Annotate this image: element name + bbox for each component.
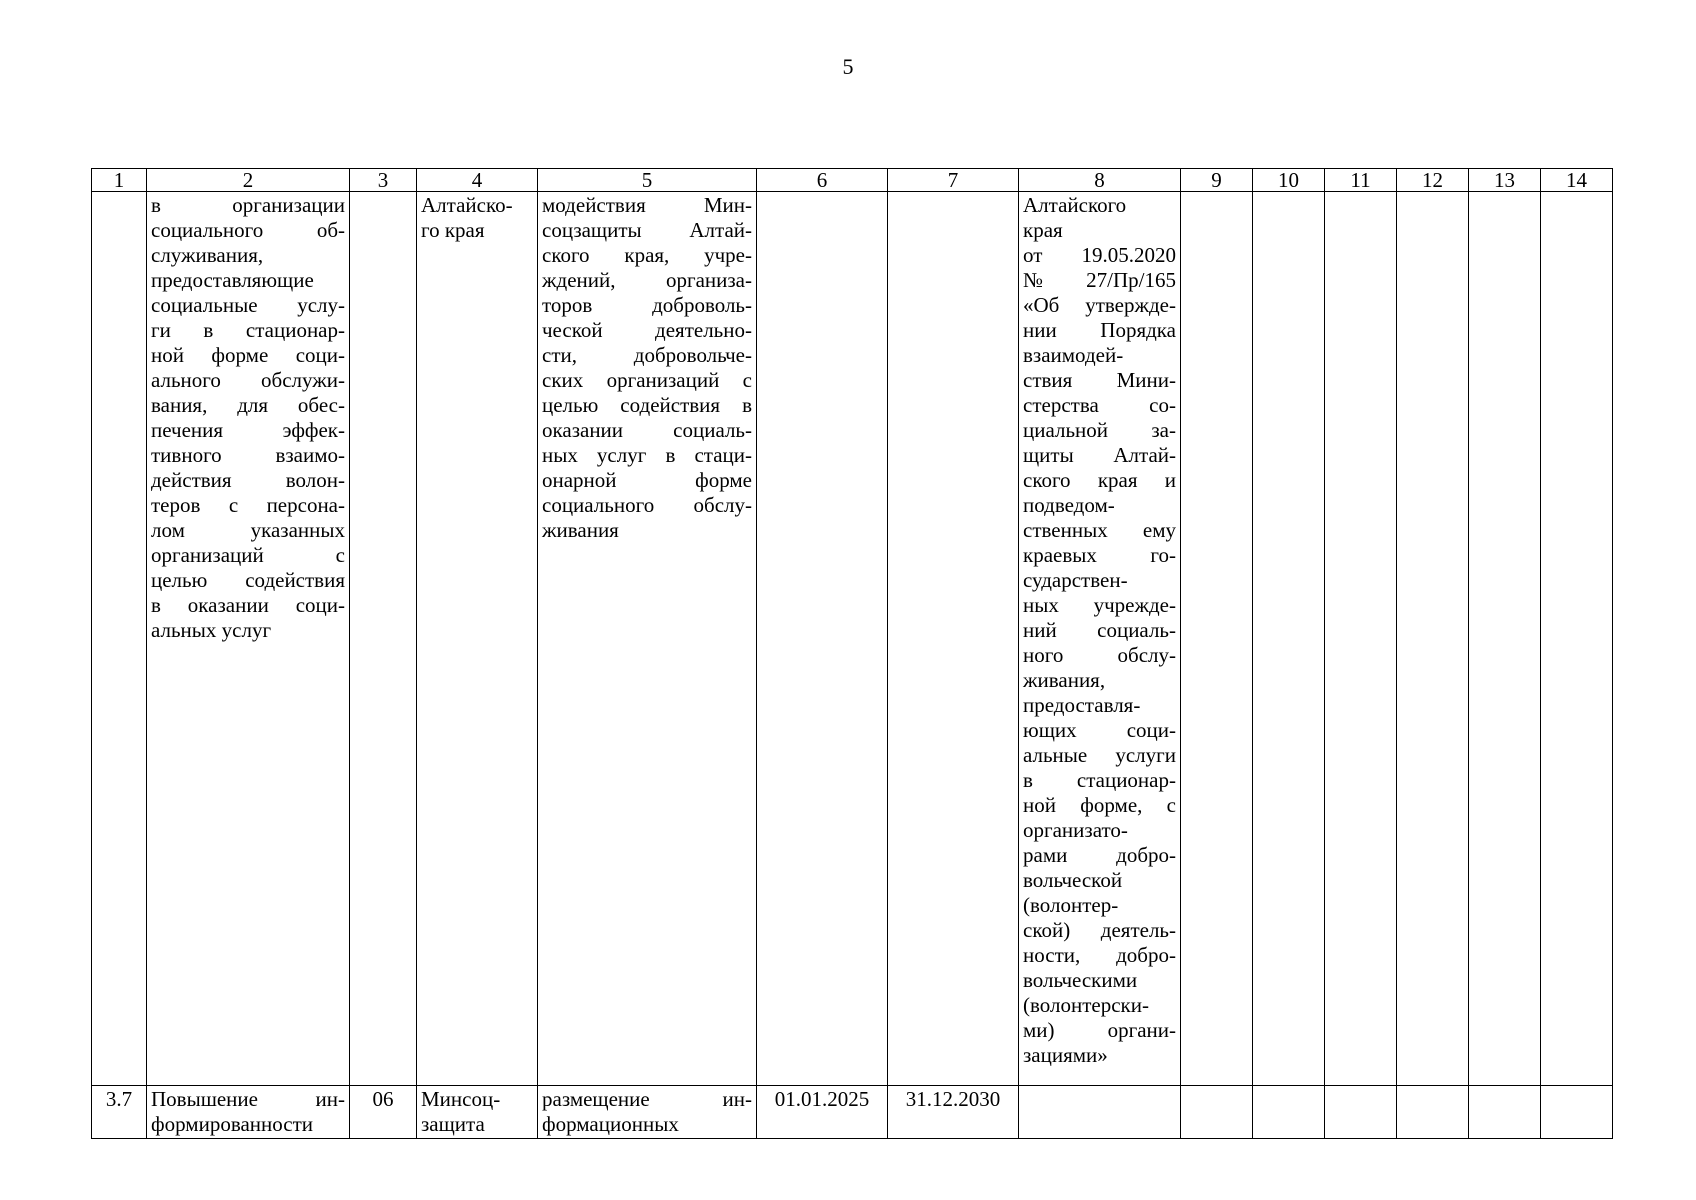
cell-text-line: Повышение ин- xyxy=(151,1087,345,1111)
cell-text-line: лом указанных xyxy=(151,518,345,542)
column-header: 9 xyxy=(1181,169,1253,192)
table-cell xyxy=(1469,192,1541,1086)
cell-text-line: социального обслу- xyxy=(542,493,752,517)
column-header: 2 xyxy=(147,169,350,192)
column-header: 3 xyxy=(350,169,417,192)
cell-text-line: ми) органи- xyxy=(1023,1018,1176,1042)
cell-text-line: ских организаций с xyxy=(542,368,752,392)
cell-text-line: живания, xyxy=(1023,668,1106,692)
cell-text-line: социальные услу- xyxy=(151,293,345,317)
cell-text-line: ности, добро- xyxy=(1023,943,1176,967)
cell-text-line: нии Порядка xyxy=(1023,318,1176,342)
cell-text-line: формационных xyxy=(542,1112,679,1136)
table-cell xyxy=(757,192,888,1086)
table-cell xyxy=(417,1086,538,1139)
cell-text-line: циальной за- xyxy=(1023,418,1176,442)
cell-text-line: ной форме, с xyxy=(1023,793,1176,817)
table-cell xyxy=(1019,1086,1181,1139)
cell-text-line: ствия Мини- xyxy=(1023,368,1176,392)
cell-text-line: ской) деятель- xyxy=(1023,918,1176,942)
table-cell xyxy=(1325,1086,1397,1139)
cell-text-line: социального об- xyxy=(151,218,345,242)
cell-text-line: «Об утвержде- xyxy=(1023,293,1176,317)
measures-table xyxy=(91,168,1613,1139)
cell-text-line: зациями» xyxy=(1023,1043,1108,1067)
table-cell xyxy=(538,1086,757,1139)
column-header: 8 xyxy=(1019,169,1181,192)
cell-text-line: вольческой xyxy=(1023,868,1123,892)
cell-text-line: Алтайского xyxy=(1023,193,1127,217)
cell-text-line: в оказании соци- xyxy=(151,593,345,617)
cell-text-line: организаций с xyxy=(151,543,345,567)
table-cell xyxy=(350,192,417,1086)
column-header: 12 xyxy=(1397,169,1469,192)
cell-text-line: ги в стационар- xyxy=(151,318,345,342)
cell-text-line: ной форме соци- xyxy=(151,343,345,367)
cell-text-line: модействия Мин- xyxy=(542,193,752,217)
cell-text-line: го края xyxy=(421,218,485,242)
page-number: 5 xyxy=(842,54,854,79)
table-row xyxy=(92,192,1613,1086)
cell-text-line: взаимодей- xyxy=(1023,343,1124,367)
cell-text-line: формированности xyxy=(151,1112,314,1136)
cell-text-line: тивного взаимо- xyxy=(151,443,345,467)
table-cell xyxy=(417,192,538,1086)
cell-text-line: размещение ин- xyxy=(542,1087,752,1111)
cell-text-line: стерства со- xyxy=(1023,393,1176,417)
table-cell: 01.01.2025 xyxy=(757,1086,888,1139)
cell-text-line: оказании социаль- xyxy=(542,418,752,442)
cell-text-line: альные услуги xyxy=(1023,743,1176,767)
table-cell: 06 xyxy=(350,1086,417,1139)
cell-text-line: онарной форме xyxy=(542,468,752,492)
table-cell xyxy=(92,192,147,1086)
table-cell xyxy=(538,192,757,1086)
column-header: 6 xyxy=(757,169,888,192)
table-cell: 3.7 xyxy=(92,1086,147,1139)
cell-text-line: соцзащиты Алтай- xyxy=(542,218,752,242)
cell-text-line: ческой деятельно- xyxy=(542,318,752,342)
table-cell: 31.12.2030 xyxy=(888,1086,1019,1139)
cell-text-line: сти, добровольче- xyxy=(542,343,752,367)
cell-text-line: предоставля- xyxy=(1023,693,1141,717)
cell-text-line: краевых го- xyxy=(1023,543,1176,567)
cell-text-line: ного обслу- xyxy=(1023,643,1176,667)
column-header: 4 xyxy=(417,169,538,192)
cell-text-line: ных услуг в стаци- xyxy=(542,443,752,467)
column-header: 13 xyxy=(1469,169,1541,192)
cell-text-line: щиты Алтай- xyxy=(1023,443,1176,467)
table-cell xyxy=(1181,1086,1253,1139)
table-cell xyxy=(1181,192,1253,1086)
table-cell xyxy=(1469,1086,1541,1139)
cell-text-line: (волонтер- xyxy=(1023,893,1119,917)
column-number-row xyxy=(92,169,1613,192)
column-header: 5 xyxy=(538,169,757,192)
cell-text-line: вольческими xyxy=(1023,968,1138,992)
column-header: 10 xyxy=(1253,169,1325,192)
cell-text-line: организато- xyxy=(1023,818,1128,842)
cell-text-line: в стационар- xyxy=(1023,768,1176,792)
cell-text-line: ний социаль- xyxy=(1023,618,1176,642)
table-cell xyxy=(147,192,350,1086)
cell-text-line: торов доброволь- xyxy=(542,293,752,317)
table-cell xyxy=(1541,192,1613,1086)
column-header: 1 xyxy=(92,169,147,192)
column-header: 11 xyxy=(1325,169,1397,192)
cell-text-line: ных учрежде- xyxy=(1023,593,1176,617)
cell-text-line: ждений, организа- xyxy=(542,268,752,292)
cell-text-line: ского края и xyxy=(1023,468,1176,492)
table-cell xyxy=(1253,192,1325,1086)
table-cell xyxy=(1253,1086,1325,1139)
cell-text-line: ственных ему xyxy=(1023,518,1176,542)
table-cell xyxy=(1019,192,1181,1086)
cell-text-line: рами добро- xyxy=(1023,843,1176,867)
cell-text-line: альных услуг xyxy=(151,618,272,642)
cell-text-line: № 27/Пр/165 xyxy=(1023,268,1176,292)
cell-text-line: живания xyxy=(542,518,619,542)
cell-text-line: действия волон- xyxy=(151,468,345,492)
table-cell xyxy=(888,192,1019,1086)
cell-text-line: вания, для обес- xyxy=(151,393,345,417)
table-cell xyxy=(1325,192,1397,1086)
cell-text-line: (волонтерски- xyxy=(1023,993,1149,1017)
cell-text-line: защита xyxy=(421,1112,485,1136)
column-header: 14 xyxy=(1541,169,1613,192)
table-cell xyxy=(1397,1086,1469,1139)
cell-text-line: теров с персона- xyxy=(151,493,345,517)
table-cell xyxy=(147,1086,350,1139)
cell-text-line: Алтайско- xyxy=(421,193,513,217)
table-cell xyxy=(1397,192,1469,1086)
cell-text-line: в организации xyxy=(151,193,345,217)
cell-text-line: печения эффек- xyxy=(151,418,345,442)
cell-text-line: служивания, xyxy=(151,243,264,267)
cell-text-line: целью содействия в xyxy=(542,393,752,417)
cell-text-line: подведом- xyxy=(1023,493,1115,517)
cell-text-line: сударствен- xyxy=(1023,568,1128,592)
table-cell xyxy=(1541,1086,1613,1139)
cell-text-line: целью содействия xyxy=(151,568,345,592)
cell-text-line: предоставляющие xyxy=(151,268,314,292)
column-header: 7 xyxy=(888,169,1019,192)
cell-text-line: от 19.05.2020 xyxy=(1023,243,1176,267)
cell-text-line: края xyxy=(1023,218,1063,242)
cell-text-line: ского края, учре- xyxy=(542,243,752,267)
cell-text-line: ального обслужи- xyxy=(151,368,345,392)
cell-text-line: ющих соци- xyxy=(1023,718,1176,742)
cell-text-line: Минсоц- xyxy=(421,1087,501,1111)
table-row xyxy=(92,1086,1613,1139)
